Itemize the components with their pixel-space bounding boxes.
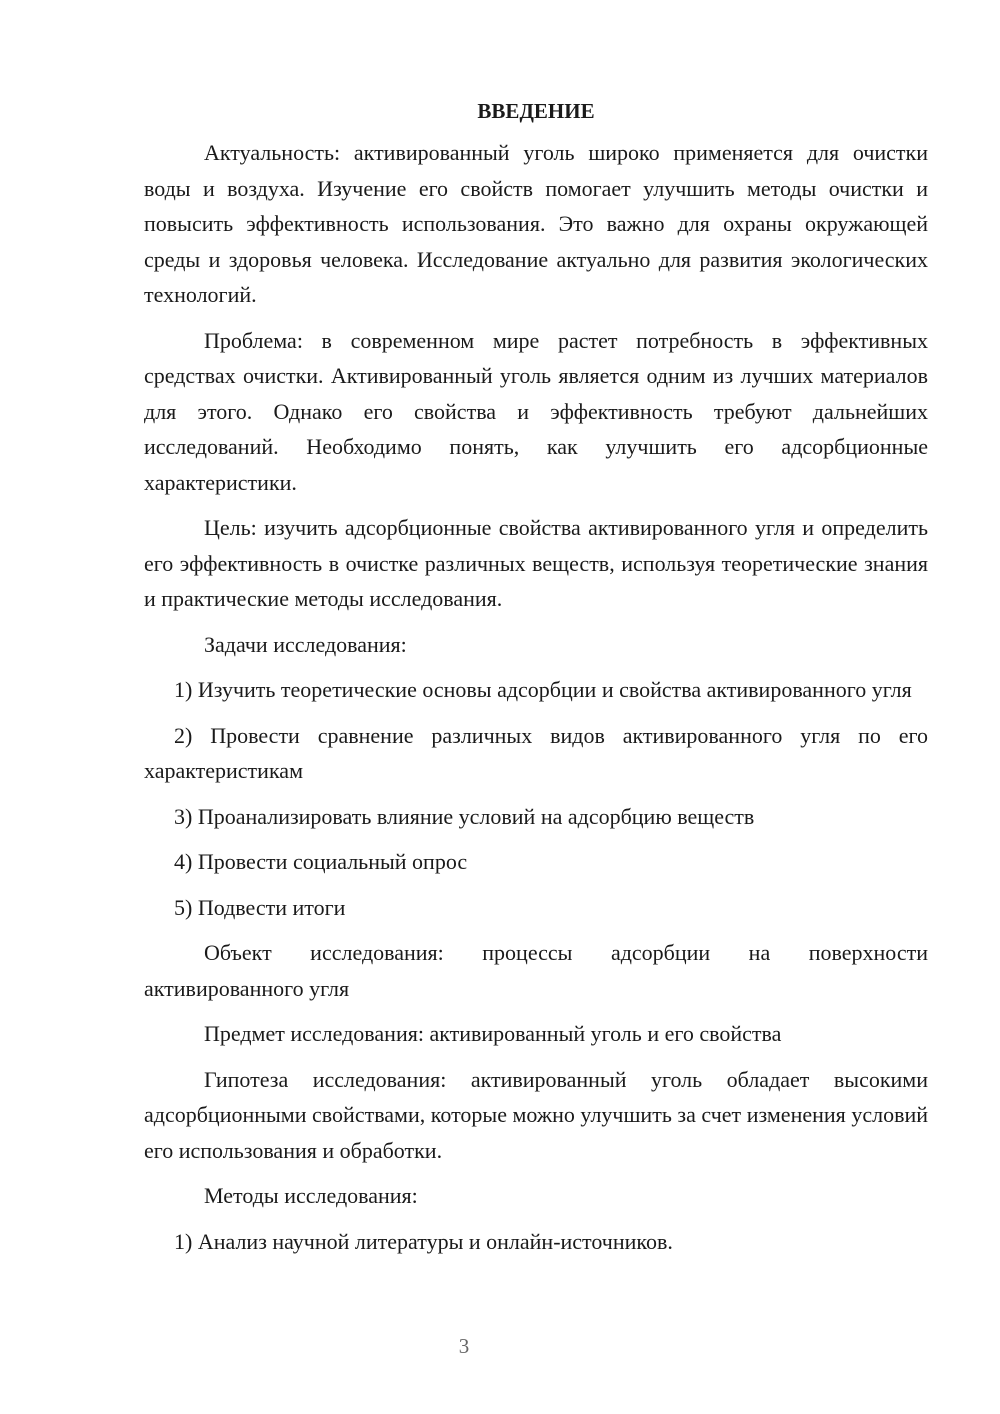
goal-paragraph: Цель: изучить адсорбционные свойства активированного угля и определить его эффективность в очистке различных веществ, используя теоретические знания и практические методы исследования. (144, 515, 928, 611)
tasks-heading: Задачи исследования: (204, 631, 407, 657)
page-number: 3 (458, 1334, 470, 1358)
page-content (144, 95, 928, 1269)
methods-heading: Методы исследования: (204, 1183, 418, 1208)
task-item-3: 3) Проанализировать влияние условий на адсорбцию веществ (174, 803, 755, 829)
task-item-2: 2) Провести сравнение различных видов активированного угля по его характеристикам (144, 722, 928, 783)
task-item-1: 1) Изучить теоретические основы адсорбции и свойства активированного угля (174, 677, 912, 702)
section-title: ВВЕДЕНИЕ (477, 99, 595, 123)
subject-paragraph: Предмет исследования: активированный уголь и его свойства (204, 1021, 782, 1046)
relevance-paragraph: Актуальность: активированный уголь широко применяется для очистки воды и воздуха. Изучение его свойств помогает улучшить методы очистки и повысить эффективность использования. Это важно для охраны окружающей среды и здоровья человека. Исследование актуально для развития экологических технологий. (144, 140, 928, 307)
task-item-4: 4) Провести социальный опрос (174, 849, 468, 874)
hypothesis-paragraph: Гипотеза исследования: активированный уголь обладает высокими адсорбционными свойствами, которые можно улучшить за счет изменения условий его использования и обработки. (144, 1066, 928, 1163)
object-paragraph: Объект исследования: процессы адсорбции на поверхности активированного угля (144, 940, 928, 1001)
task-item-5: 5) Подвести итоги (174, 894, 346, 920)
problem-paragraph: Проблема: в современном мире растет потребность в эффективных средствах очистки. Активированный уголь является одним из лучших материалов для этого. Однако его свойства и эффективность требуют дальнейших исследований. Необходимо понять, как улучшить его адсорбционные характеристики. (144, 327, 928, 495)
method-item-1: 1) Анализ научной литературы и онлайн-источников. (174, 1228, 673, 1254)
